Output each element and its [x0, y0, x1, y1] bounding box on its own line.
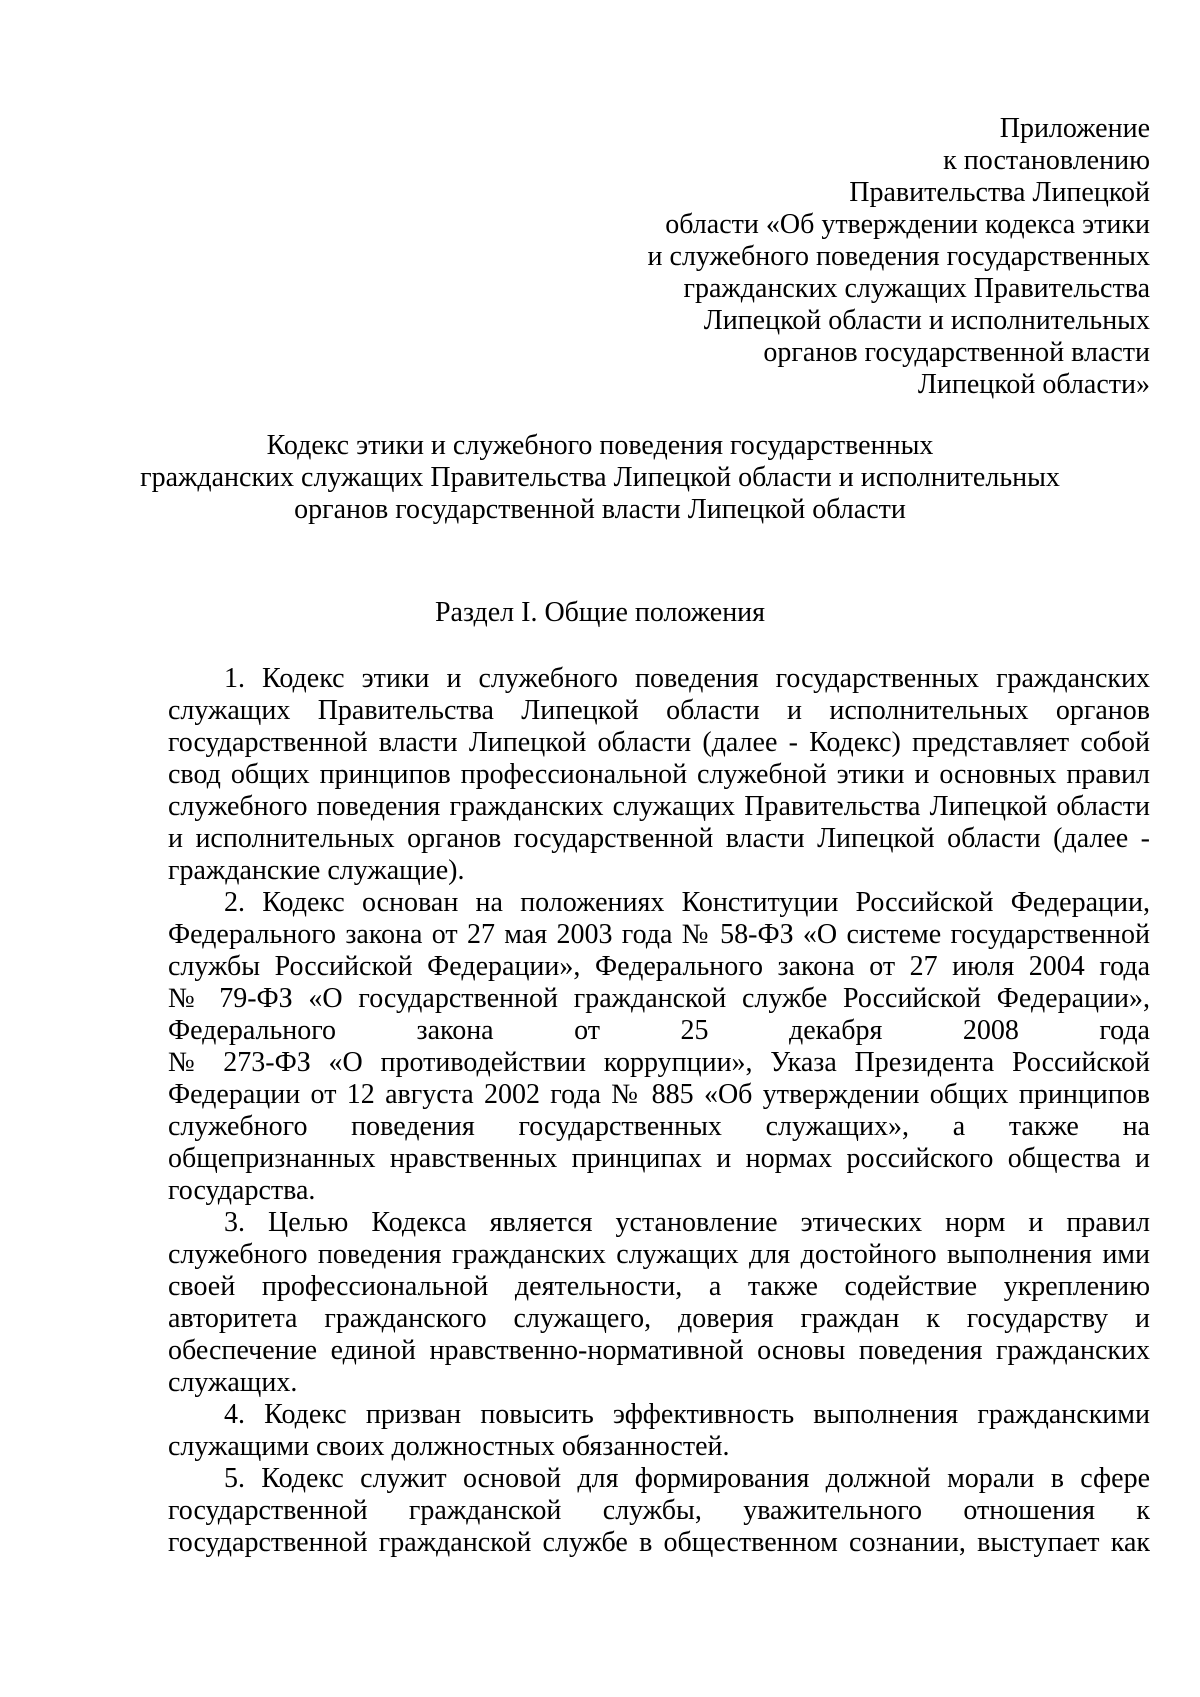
paragraph-1 [168, 663, 1150, 887]
appendix-line: Липецкой области и исполнительных [703, 305, 1150, 336]
paragraph-5 [168, 1463, 1150, 1559]
title-line: гражданских служащих Правительства Липецкой области и исполнительных [140, 462, 1060, 493]
paragraph-line: служащих. [168, 1367, 298, 1398]
paragraph-line: 3. Целью Кодекса является установление этических норм и правил [224, 1207, 1150, 1238]
paragraph-line: службы Российской Федерации», Федерального закона от 27 июля 2004 года [168, 951, 1150, 982]
paragraph-line: государственной гражданской службы, уважительного отношения к [168, 1495, 1150, 1526]
appendix-header [450, 113, 1150, 401]
appendix-line: и служебного поведения государственных [647, 241, 1150, 272]
appendix-line: Приложение [999, 113, 1150, 144]
paragraph-line: служебного поведения гражданских служащих Правительства Липецкой области [168, 791, 1150, 822]
paragraph-line: государственной власти Липецкой области (далее - Кодекс) представляет собой [168, 727, 1150, 758]
paragraph-line: служебного поведения гражданских служащих для достойного выполнения ими [168, 1239, 1150, 1270]
paragraph-line: № 273-ФЗ «О противодействии коррупции», Указа Президента Российской [168, 1047, 1150, 1078]
document-body [168, 663, 1150, 1559]
paragraph-line: Федерации от 12 августа 2002 года № 885 «Об утверждении общих принципов [168, 1079, 1150, 1110]
paragraph-line: служебного поведения государственных служащих», а также на [168, 1111, 1150, 1142]
paragraph-line: 5. Кодекс служит основой для формирования должной морали в сфере [224, 1463, 1150, 1494]
paragraph-line: авторитета гражданского служащего, доверия граждан к государству и [168, 1303, 1150, 1334]
paragraph-2 [168, 887, 1150, 1207]
appendix-line: Липецкой области» [917, 369, 1150, 400]
title-line: Кодекс этики и служебного поведения государственных [266, 430, 934, 461]
title-line: органов государственной власти Липецкой области [294, 494, 906, 525]
paragraph-line: 4. Кодекс призван повысить эффективность выполнения гражданскими [224, 1399, 1150, 1430]
appendix-line: к постановлению [943, 145, 1150, 176]
paragraph-line: Федерального закона от 25 декабря 2008 года [168, 1015, 1150, 1046]
paragraph-line: государственной гражданской службе в общественном сознании, выступает как [168, 1527, 1150, 1558]
paragraph-3 [168, 1207, 1150, 1399]
paragraph-line: и исполнительных органов государственной власти Липецкой области (далее - [168, 823, 1150, 854]
paragraph-line: свод общих принципов профессиональной служебной этики и основных правил [168, 759, 1150, 790]
paragraph-line: служащими своих должностных обязанностей. [168, 1431, 730, 1462]
paragraph-line: 2. Кодекс основан на положениях Конституции Российской Федерации, [224, 887, 1150, 918]
appendix-line: Правительства Липецкой [849, 177, 1150, 208]
appendix-line: гражданских служащих Правительства [683, 273, 1150, 304]
appendix-line: области «Об утверждении кодекса этики [665, 209, 1150, 240]
paragraph-line: государства. [168, 1175, 316, 1206]
paragraph-line: Федерального закона от 27 мая 2003 года № 58-ФЗ «О системе государственной [168, 919, 1150, 950]
document-title [0, 430, 1200, 526]
paragraph-4 [168, 1399, 1150, 1463]
paragraph-line: общепризнанных нравственных принципах и нормах российского общества и [168, 1143, 1150, 1174]
paragraph-line: служащих Правительства Липецкой области и исполнительных органов [168, 695, 1150, 726]
paragraph-line: обеспечение единой нравственно-нормативной основы поведения гражданских [168, 1335, 1150, 1366]
paragraph-line: 1. Кодекс этики и служебного поведения государственных гражданских [224, 663, 1150, 694]
paragraph-line: гражданские служащие). [168, 855, 465, 886]
section-title: Раздел I. Общие положения [434, 597, 766, 628]
paragraph-line: № 79-ФЗ «О государственной гражданской службе Российской Федерации», [168, 983, 1150, 1014]
appendix-line: органов государственной власти [763, 337, 1150, 368]
paragraph-line: своей профессиональной деятельности, а также содействие укреплению [168, 1271, 1150, 1302]
